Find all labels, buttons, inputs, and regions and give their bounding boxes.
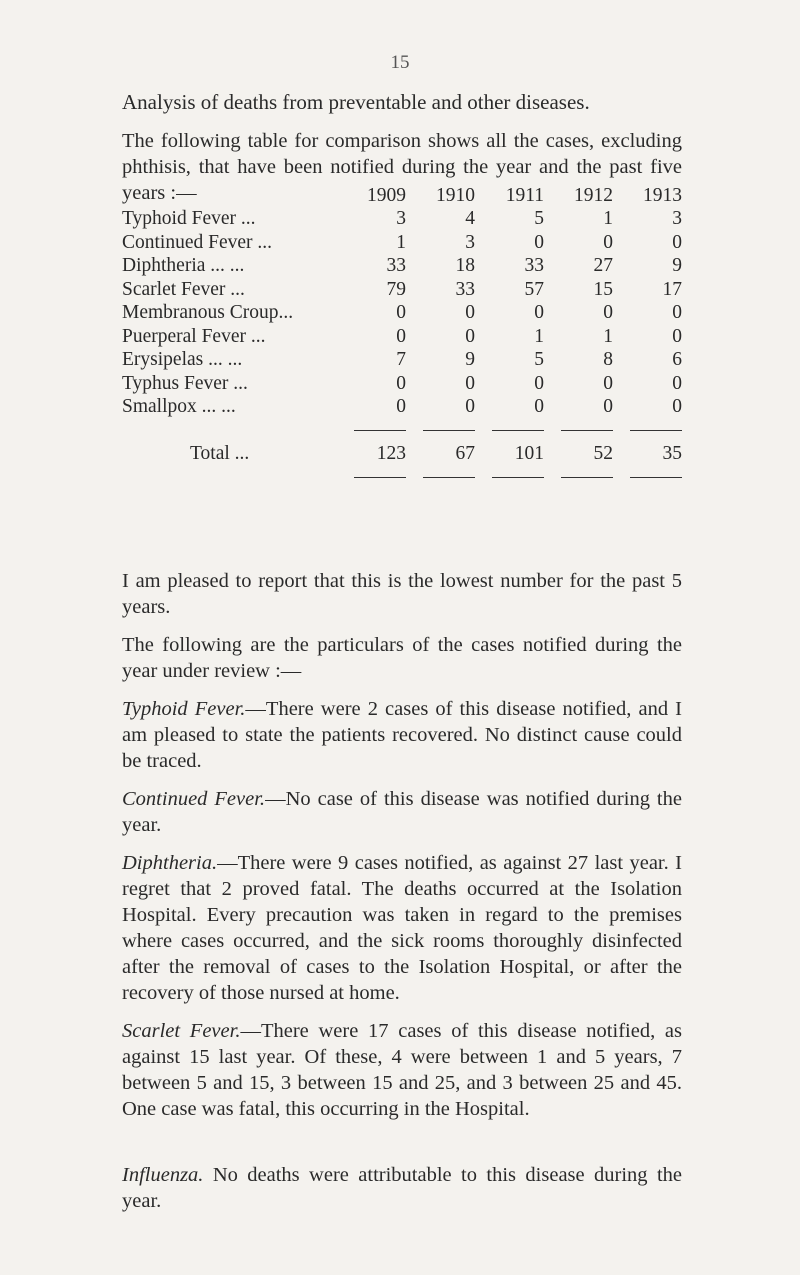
table-header-row [122,184,682,208]
cell-value: 0 [534,396,544,418]
section-title: Scarlet Fever. [122,1020,241,1042]
cell-value: 0 [396,302,406,324]
cell-value: 3 [465,231,475,253]
cell-value: 79 [386,278,406,300]
cell-value: 8 [603,349,613,371]
cell-value: 5 [534,208,544,230]
table-row [122,208,682,232]
row-label: Erysipelas ... ... [122,349,243,371]
section-title: Diphtheria. [122,852,218,874]
cell-value: 0 [534,372,544,394]
cell-value: 33 [455,278,475,300]
table-row [122,302,682,326]
total-rule [630,477,682,478]
section-text: No deaths were attributable to this disease during the year. [122,1164,682,1212]
section-text: —There were 2 cases of this disease notified, and I am pleased to state the patients recovered. No distinct cause could be traced. [122,698,683,772]
cell-value: 0 [534,302,544,324]
table-row [122,372,682,396]
intro-paragraph: The following table for comparison shows all the cases, excluding phthisis, that have been notified during the year and the past five years :— [122,130,682,204]
cell-value: 0 [534,231,544,253]
typhoid-paragraph [122,696,682,774]
cell-value: 33 [524,255,544,277]
cell-value: 57 [524,278,544,300]
total-value: 35 [662,443,682,465]
table-row [122,349,682,373]
rule-row [122,466,682,490]
cell-value: 18 [455,255,475,277]
row-label: Continued Fever ... [122,231,273,253]
row-label: Diphtheria ... ... [122,255,245,277]
total-rule [354,477,406,478]
scarlet-fever-paragraph [122,1018,682,1122]
page-number: 15 [390,52,410,73]
cell-value: 1 [603,325,613,347]
total-rule [492,477,544,478]
total-rule [630,430,682,431]
row-label: Typhoid Fever ... [122,208,256,230]
cell-value: 0 [603,231,613,253]
year-header: 1911 [505,184,544,206]
row-label: Scarlet Fever ... [122,278,245,300]
page-heading: Analysis of deaths from preventable and other diseases. [122,90,590,114]
cell-value: 1 [603,208,613,230]
disease-table [122,184,682,490]
section-title: Influenza. [122,1164,204,1186]
cell-value: 0 [672,372,682,394]
total-value: 123 [376,443,406,465]
year-header: 1910 [436,184,475,206]
total-rule [561,477,613,478]
cell-value: 0 [603,372,613,394]
total-value: 101 [514,443,544,465]
total-row [122,443,682,467]
cell-value: 0 [465,325,475,347]
cell-value: 1 [534,325,544,347]
rule-row [122,419,682,443]
total-rule [354,430,406,431]
row-label: Smallpox ... ... [122,396,236,418]
cell-value: 5 [534,349,544,371]
cell-value: 0 [603,302,613,324]
total-rule [423,430,475,431]
continued-fever-paragraph [122,786,682,838]
cell-value: 27 [593,255,613,277]
table-row [122,396,682,420]
diphtheria-paragraph [122,850,682,1006]
row-label: Puerperal Fever ... [122,325,266,347]
cell-value: 3 [396,208,406,230]
total-rule [423,477,475,478]
cell-value: 0 [465,396,475,418]
year-header: 1912 [574,184,613,206]
section-text: —No case of this disease was notified during the year. [122,788,682,836]
cell-value: 0 [396,325,406,347]
total-label: Total ... [190,443,250,465]
total-rule [561,430,613,431]
row-label: Typhus Fever ... [122,372,248,394]
cell-value: 0 [396,396,406,418]
cell-value: 17 [662,278,682,300]
cell-value: 0 [672,325,682,347]
cell-value: 9 [465,349,475,371]
total-value: 52 [593,443,613,465]
particulars-paragraph: The following are the particulars of the cases notified during the year under review :— [122,634,682,682]
table-row [122,325,682,349]
row-label: Membranous Croup... [122,302,294,324]
section-title: Continued Fever. [122,788,266,810]
cell-value: 0 [672,231,682,253]
cell-value: 33 [386,255,406,277]
section-text: —There were 17 cases of this disease notified, as against 15 last year. Of these, 4 were between 1 and 5 years, 7 between 5 and 15, 3 between 15 and 25, and 3 between 25 and 45. One case was fatal, this occurring in the Hospital. [122,1020,682,1120]
cell-value: 0 [465,302,475,324]
pleased-paragraph: I am pleased to report that this is the lowest number for the past 5 years. [122,570,682,618]
cell-value: 0 [603,396,613,418]
total-rule [492,430,544,431]
cell-value: 9 [672,255,682,277]
cell-value: 7 [396,349,406,371]
cell-value: 6 [672,349,682,371]
cell-value: 4 [465,208,475,230]
table-row [122,255,682,279]
section-title: Typhoid Fever. [122,698,246,720]
table-row [122,278,682,302]
cell-value: 0 [465,372,475,394]
year-header: 1909 [367,184,406,206]
cell-value: 3 [672,208,682,230]
cell-value: 15 [593,278,613,300]
cell-value: 0 [672,396,682,418]
section-text: —There were 9 cases notified, as against 27 last year. I regret that 2 proved fatal. The deaths occurred at the Isolation Hospital. Every precaution was taken in regard to the premises where cases occurred, and the sick rooms thoroughly disinfected after the removal of cases to the Isolation Hospital, or after the recovery of those nursed at home. [122,852,682,1004]
cell-value: 0 [396,372,406,394]
cell-value: 1 [396,231,406,253]
year-header: 1913 [643,184,682,206]
table-row [122,231,682,255]
total-value: 67 [455,443,475,465]
influenza-paragraph [122,1162,682,1214]
cell-value: 0 [672,302,682,324]
